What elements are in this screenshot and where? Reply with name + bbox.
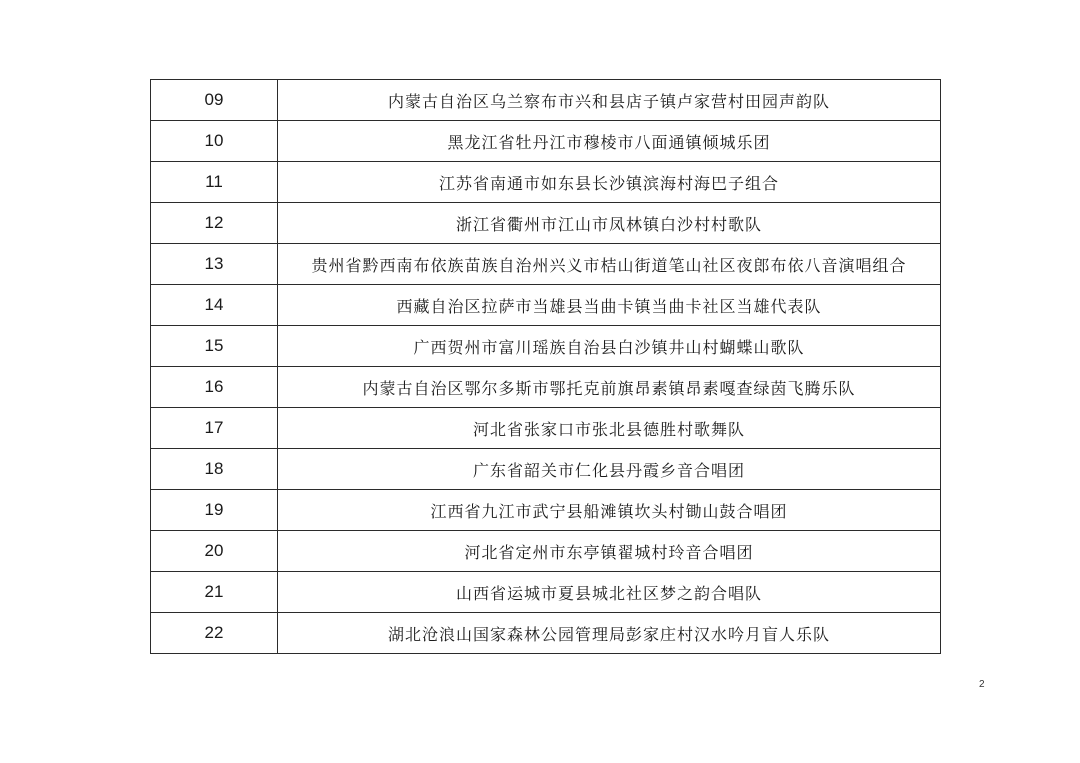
ensemble-name-cell: 江苏省南通市如东县长沙镇滨海村海巴子组合 xyxy=(278,162,941,203)
page-number: 2 xyxy=(979,679,985,690)
table-row xyxy=(151,449,941,490)
row-number-cell: 16 xyxy=(151,367,278,408)
table-row xyxy=(151,326,941,367)
row-number-cell: 21 xyxy=(151,572,278,613)
ensemble-name-cell: 河北省定州市东亭镇翟城村玲音合唱团 xyxy=(278,531,941,572)
table-row xyxy=(151,162,941,203)
table-row xyxy=(151,80,941,121)
ensemble-name-cell: 内蒙古自治区乌兰察布市兴和县店子镇卢家营村田园声韵队 xyxy=(278,80,941,121)
table-row xyxy=(151,203,941,244)
ensemble-name-cell: 河北省张家口市张北县德胜村歌舞队 xyxy=(278,408,941,449)
ensemble-name-cell: 黑龙江省牡丹江市穆棱市八面通镇倾城乐团 xyxy=(278,121,941,162)
table-row xyxy=(151,244,941,285)
table-body xyxy=(151,80,941,654)
row-number-cell: 17 xyxy=(151,408,278,449)
row-number-cell: 19 xyxy=(151,490,278,531)
ensemble-name-cell: 山西省运城市夏县城北社区梦之韵合唱队 xyxy=(278,572,941,613)
ensemble-name-cell: 广西贺州市富川瑶族自治县白沙镇井山村蝴蝶山歌队 xyxy=(278,326,941,367)
table-row xyxy=(151,613,941,654)
ensemble-name-cell: 湖北沧浪山国家森林公园管理局彭家庄村汉水吟月盲人乐队 xyxy=(278,613,941,654)
row-number-cell: 13 xyxy=(151,244,278,285)
ensemble-name-cell: 浙江省衢州市江山市凤林镇白沙村村歌队 xyxy=(278,203,941,244)
table-row xyxy=(151,121,941,162)
table-row xyxy=(151,367,941,408)
ensemble-name-cell: 西藏自治区拉萨市当雄县当曲卡镇当曲卡社区当雄代表队 xyxy=(278,285,941,326)
row-number-cell: 20 xyxy=(151,531,278,572)
ensemble-name-cell: 广东省韶关市仁化县丹霞乡音合唱团 xyxy=(278,449,941,490)
row-number-cell: 15 xyxy=(151,326,278,367)
row-number-cell: 22 xyxy=(151,613,278,654)
ensemble-list-table xyxy=(150,79,941,654)
table-row xyxy=(151,572,941,613)
ensemble-name-cell: 江西省九江市武宁县船滩镇坎头村锄山鼓合唱团 xyxy=(278,490,941,531)
row-number-cell: 14 xyxy=(151,285,278,326)
row-number-cell: 11 xyxy=(151,162,278,203)
ensemble-name-cell: 贵州省黔西南布依族苗族自治州兴义市桔山街道笔山社区夜郎布依八音演唱组合 xyxy=(278,244,941,285)
row-number-cell: 18 xyxy=(151,449,278,490)
table-row xyxy=(151,408,941,449)
row-number-cell: 09 xyxy=(151,80,278,121)
row-number-cell: 12 xyxy=(151,203,278,244)
table-row xyxy=(151,285,941,326)
ensemble-name-cell: 内蒙古自治区鄂尔多斯市鄂托克前旗昂素镇昂素嘎查绿茵飞腾乐队 xyxy=(278,367,941,408)
table-row xyxy=(151,490,941,531)
row-number-cell: 10 xyxy=(151,121,278,162)
table-row xyxy=(151,531,941,572)
